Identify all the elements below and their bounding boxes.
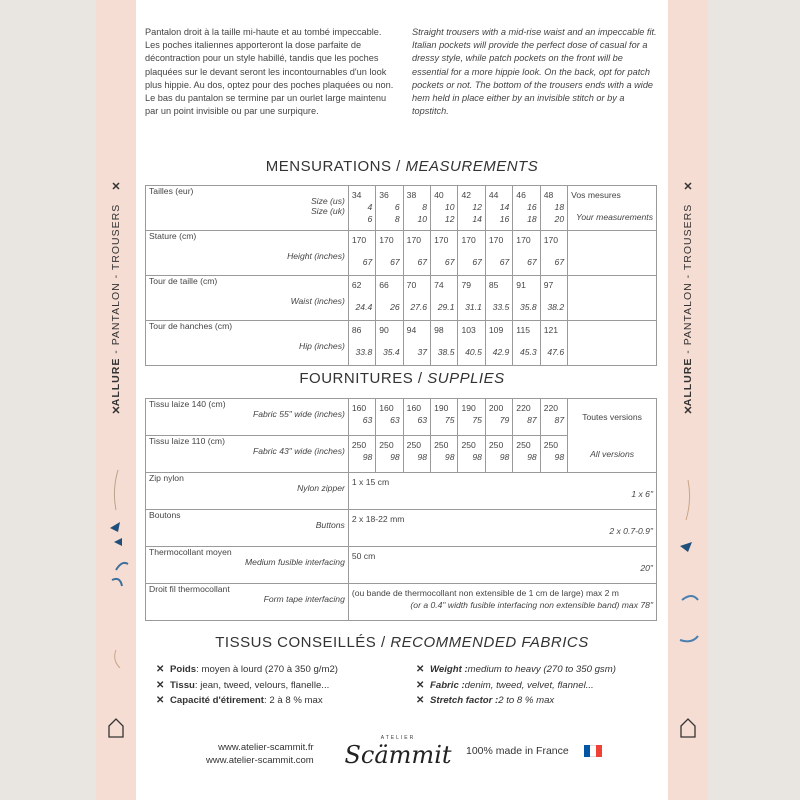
- supply-row: [146, 584, 657, 621]
- size-cell: [458, 399, 485, 436]
- cell-value: 91: [516, 280, 526, 290]
- size-cell: [485, 436, 512, 473]
- cell-value: 63: [417, 415, 428, 425]
- fabric-item: [156, 662, 396, 678]
- size-cell: [458, 436, 485, 473]
- cell-value: 16: [527, 202, 537, 212]
- cell-value: 67: [499, 257, 510, 267]
- cell-value: 98: [417, 452, 428, 462]
- cross-icon: ✕: [111, 181, 121, 193]
- label-fr: Tour de hanches (cm): [149, 321, 233, 331]
- size-cell: [376, 231, 403, 276]
- cell-value: 14: [472, 214, 482, 224]
- your-measurements-cell: [568, 231, 657, 276]
- fabric-key: Poids: [170, 664, 197, 675]
- cell-value: 44: [488, 190, 499, 200]
- label-fr: Tissu laize 140 (cm): [149, 399, 226, 409]
- cell-value: 74: [434, 280, 444, 290]
- supply-row: [146, 399, 657, 436]
- cross-icon: ✕: [416, 695, 425, 706]
- cell-value: 98: [527, 452, 537, 462]
- fabric-key: Capacité d'étirement: [170, 695, 264, 706]
- cell-value: 36: [379, 190, 389, 200]
- cell-value: 190: [461, 403, 476, 413]
- size-cell: [513, 321, 540, 366]
- value-metric: 50 cm: [351, 551, 376, 561]
- cell-value: 250: [516, 440, 531, 450]
- cell-value: 26: [390, 302, 400, 312]
- fabric-key: Stretch factor :: [430, 695, 499, 706]
- cell-value: 170: [351, 235, 367, 245]
- cell-value: 250: [488, 440, 504, 450]
- label-en: Medium fusible interfacing: [245, 557, 345, 567]
- intro-text-fr: Pantalon droit à la taille mi-haute et au tombé impeccable. Les poches italiennes apporteront la dose parfaite de décontraction pour un style habillé, tandis que les poches plaquées sur le devant seront les incontournables d'un look plus hippie. Au dos, optez pour des poches plaquées ou non. Le bas du pantalon se termine par un ourlet large maintenu par un point invisible ou par une surpiqure.: [145, 27, 394, 117]
- measurements-title: MENSURATIONS / MEASUREMENTS: [265, 158, 539, 175]
- value-metric: 2 x 18-22 mm: [351, 514, 405, 524]
- cell-value: 98: [444, 452, 455, 462]
- size-cell: [458, 321, 485, 366]
- label-fr: Zip nylon: [149, 473, 184, 483]
- fabric-value: denim, tweed, velvet, flannel...: [464, 679, 594, 691]
- cell-value: 98: [499, 452, 510, 462]
- cell-value: 47.6: [547, 347, 565, 357]
- supply-value-cell: [348, 473, 656, 510]
- size-cell: [431, 231, 458, 276]
- cell-value: 170: [543, 235, 559, 245]
- size-cell: [458, 276, 485, 321]
- cross-icon: ✕: [111, 405, 121, 417]
- size-cell: [376, 399, 403, 436]
- main-content: [136, 0, 668, 800]
- your-measurements-cell: [568, 186, 657, 231]
- cell-value: 40.5: [465, 347, 482, 357]
- cross-icon: ✕: [416, 679, 425, 691]
- size-cell: [485, 321, 512, 366]
- supply-value-cell: [348, 547, 656, 584]
- cell-value: 170: [516, 235, 531, 245]
- value-imperial: 20": [640, 563, 653, 573]
- label-en: Size (us): [310, 196, 345, 206]
- fabric-value: 2 to 8 % max: [498, 695, 555, 706]
- measurements-table: [145, 185, 657, 366]
- cell-value: 8: [422, 202, 428, 212]
- label-fr: Stature (cm): [149, 231, 197, 241]
- cell-value: 170: [379, 235, 394, 245]
- cell-value: 24.4: [355, 302, 373, 312]
- cell-value: 121: [543, 325, 559, 335]
- row-label: [146, 436, 349, 473]
- cell-value: 160: [379, 403, 394, 413]
- size-cell: [485, 186, 512, 231]
- supply-value-cell: [348, 510, 656, 547]
- versions-cell: [568, 436, 657, 473]
- cell-value: 33.5: [492, 302, 510, 312]
- cell-value: 170: [406, 235, 422, 245]
- label-en: Hip (inches): [299, 341, 345, 351]
- row-label: [146, 321, 349, 366]
- cell-value: 220: [516, 403, 531, 413]
- fabric-value: : jean, tweed, velours, flanelle...: [194, 679, 330, 691]
- row-label: [146, 399, 349, 436]
- cell-value: 94: [406, 325, 417, 335]
- size-cell: [431, 186, 458, 231]
- size-cell: [431, 321, 458, 366]
- cell-value: 190: [434, 403, 449, 413]
- fabric-item: [416, 662, 666, 678]
- row-label: [146, 510, 349, 547]
- intro-text-en: Straight trousers with a mid-rise waist and an impeccable fit. Italian pockets will provide the perfect dose of casual for a dressy style, while patch pockets on the front will be essential for a more hippie look. On the back, opt for patch pockets or not. The bottom of the trousers ends with a wide hem held in place either by an invisible stitch or by a topstitch.: [412, 27, 657, 117]
- side-label: ALLURE - PANTALON - TROUSERS: [682, 203, 694, 407]
- supply-row: [146, 436, 657, 473]
- size-cell: [513, 436, 540, 473]
- supply-row: [146, 473, 657, 510]
- cell-value: 75: [444, 415, 455, 425]
- size-cell: [376, 186, 403, 231]
- fabric-value: medium to heavy (270 to 350 gsm): [467, 664, 616, 675]
- floral-decoration: [668, 450, 708, 680]
- cell-value: 27.6: [410, 302, 428, 312]
- cell-value: 18: [527, 214, 537, 224]
- label-en: Waist (inches): [290, 296, 345, 306]
- cell-value: 79: [461, 280, 472, 290]
- supply-row: [146, 547, 657, 584]
- size-cell: [540, 436, 567, 473]
- fabric-item: [156, 693, 396, 709]
- fabrics-title: TISSUS CONSEILLÉS / RECOMMENDED FABRICS: [215, 634, 589, 651]
- fabric-key: Tissu: [170, 679, 195, 691]
- cell-value: 97: [543, 280, 554, 290]
- cell-value: 250: [406, 440, 422, 450]
- size-cell: [403, 276, 430, 321]
- row-label: [146, 473, 349, 510]
- size-cell: [403, 231, 430, 276]
- cross-icon: ✕: [156, 679, 165, 691]
- cell-value: 38.2: [547, 302, 565, 312]
- size-cell: [458, 231, 485, 276]
- value-metric: 1 x 15 cm: [351, 477, 390, 487]
- cell-value: 20: [554, 214, 565, 224]
- cell-value: 38: [406, 190, 417, 200]
- cell-value: 6: [367, 214, 373, 224]
- cell-value: 90: [379, 325, 389, 335]
- cell-value: 160: [351, 403, 367, 413]
- french-flag-icon: [584, 745, 602, 757]
- cell-value: 8: [394, 214, 400, 224]
- footer: [136, 735, 668, 775]
- label-en: Buttons: [315, 520, 345, 530]
- cell-value: 250: [461, 440, 476, 450]
- cell-value: 37: [417, 347, 428, 357]
- cell-value: 63: [390, 415, 400, 425]
- size-cell: [403, 436, 430, 473]
- size-cell: [376, 436, 403, 473]
- cross-icon: ✕: [156, 695, 165, 706]
- size-cell: [540, 186, 567, 231]
- cell-value: 85: [488, 280, 499, 290]
- label-fr: Tour de taille (cm): [149, 276, 218, 286]
- row-label: [146, 276, 349, 321]
- cell-value: 250: [543, 440, 559, 450]
- label-en: Height (inches): [287, 251, 345, 261]
- cell-value: 87: [554, 415, 565, 425]
- value-metric: (ou bande de thermocollant non extensible de 1 cm de large) max 2 m: [351, 588, 619, 598]
- measurement-row: [146, 186, 657, 231]
- label-en: Fabric 43" wide (inches): [252, 446, 345, 456]
- size-cell: [540, 321, 567, 366]
- size-cell: [403, 186, 430, 231]
- cell-value: 18: [554, 202, 565, 212]
- cell-value: 67: [554, 257, 565, 267]
- label-fr: Tissu laize 110 (cm): [149, 436, 225, 446]
- cell-value: 12: [444, 214, 455, 224]
- supply-row: [146, 510, 657, 547]
- website-link[interactable]: www.atelier-scammit.com: [206, 755, 314, 766]
- cell-value: 115: [516, 325, 530, 335]
- row-label: [146, 231, 349, 276]
- row-label: [146, 547, 349, 584]
- cell-value: 103: [461, 325, 476, 335]
- cell-value: 98: [390, 452, 400, 462]
- cell-value: 16: [499, 214, 510, 224]
- label-en: Form tape interfacing: [263, 594, 345, 604]
- cell-value: 10: [444, 202, 455, 212]
- cell-value: 14: [499, 202, 510, 212]
- cell-value: 42: [461, 190, 472, 200]
- cell-value: 70: [406, 280, 417, 290]
- measurement-row: [146, 231, 657, 276]
- size-cell: [348, 436, 375, 473]
- cell-value: 98: [362, 452, 373, 462]
- supplies-table: [145, 398, 657, 621]
- measurement-row: [146, 276, 657, 321]
- cell-value: 86: [351, 325, 362, 335]
- label-fr: Thermocollant moyen: [149, 547, 232, 557]
- cell-value: 46: [516, 190, 526, 200]
- size-cell: [458, 186, 485, 231]
- cell-value: 67: [390, 257, 400, 267]
- cell-value: 87: [527, 415, 537, 425]
- size-cell: [540, 399, 567, 436]
- house-icon: [108, 718, 124, 738]
- cell-value: 98: [434, 325, 444, 335]
- cell-value: 160: [406, 403, 422, 413]
- brand-logo: ATELIER Scämmit: [344, 735, 452, 769]
- size-cell: [376, 276, 403, 321]
- cell-value: 67: [527, 257, 537, 267]
- size-cell: [513, 399, 540, 436]
- cell-value: 62: [351, 280, 362, 290]
- size-cell: [513, 231, 540, 276]
- label-en: Size (uk): [310, 206, 345, 216]
- label-fr: Droit fil thermocollant: [149, 584, 230, 594]
- cell-value: 34: [351, 190, 362, 200]
- row-label: [146, 186, 349, 231]
- size-cell: [485, 399, 512, 436]
- size-cell: [485, 276, 512, 321]
- cell-value: 66: [379, 280, 389, 290]
- fabrics-list-en: [416, 662, 666, 709]
- cell-value: 12: [472, 202, 482, 212]
- fabric-value: : moyen à lourd (270 à 350 g/m2): [196, 664, 338, 675]
- fabric-item: [156, 678, 396, 694]
- cell-value: 35.8: [519, 302, 537, 312]
- cell-value: 48: [543, 190, 554, 200]
- cell-value: 250: [351, 440, 367, 450]
- supply-value-cell: [348, 584, 656, 621]
- your-measurements-label: Your measurements: [576, 212, 653, 222]
- supplies-title: FOURNITURES / SUPPLIES: [299, 370, 505, 387]
- cell-value: 45.3: [519, 347, 537, 357]
- website-link[interactable]: www.atelier-scammit.fr: [218, 742, 314, 753]
- size-cell: [513, 276, 540, 321]
- cross-icon: ✕: [156, 664, 165, 675]
- size-cell: [403, 321, 430, 366]
- cell-value: 63: [362, 415, 373, 425]
- cell-value: 109: [488, 325, 504, 335]
- size-cell: [348, 186, 375, 231]
- size-cell: [513, 186, 540, 231]
- versions-cell: [568, 399, 657, 436]
- cell-value: 29.1: [437, 302, 455, 312]
- made-in-france: 100% made in France: [466, 745, 569, 757]
- fabric-item: [416, 693, 666, 709]
- cell-value: 38.5: [437, 347, 455, 357]
- website-links: [206, 741, 314, 767]
- cell-value: 98: [554, 452, 565, 462]
- fabric-value: : 2 à 8 % max: [263, 695, 323, 706]
- cell-value: 35.4: [382, 347, 400, 357]
- size-cell: [540, 231, 567, 276]
- size-cell: [376, 321, 403, 366]
- floral-decoration: [96, 450, 136, 680]
- size-cell: [348, 399, 375, 436]
- label-fr: Tailles (eur): [149, 186, 194, 196]
- right-side-band: [668, 0, 708, 800]
- cell-value: 200: [488, 403, 504, 413]
- size-cell: [431, 436, 458, 473]
- cell-value: 75: [472, 415, 482, 425]
- cell-value: 67: [362, 257, 373, 267]
- size-cell: [431, 399, 458, 436]
- fabric-item: [416, 678, 666, 694]
- value-imperial: 2 x 0.7-0.9": [609, 526, 653, 536]
- cell-value: 67: [472, 257, 482, 267]
- size-cell: [431, 276, 458, 321]
- cell-value: 250: [434, 440, 449, 450]
- cell-value: 170: [434, 235, 449, 245]
- measurement-row: [146, 321, 657, 366]
- cell-value: 170: [461, 235, 476, 245]
- house-icon: [680, 718, 696, 738]
- size-cell: [403, 399, 430, 436]
- cross-icon: ✕: [683, 181, 693, 193]
- fabric-key: Fabric :: [430, 679, 465, 691]
- value-imperial: (or a 0.4" width fusible interfacing non extensible band) max 78": [410, 600, 653, 610]
- cell-value: 31.1: [465, 302, 482, 312]
- cross-icon: ✕: [683, 405, 693, 417]
- fabric-key: Weight :: [430, 664, 468, 675]
- cell-value: 67: [417, 257, 428, 267]
- fabrics-list-fr: [156, 662, 396, 709]
- cell-value: 4: [367, 202, 373, 212]
- left-side-band: [96, 0, 136, 800]
- label-fr: Boutons: [149, 510, 181, 520]
- cross-icon: ✕: [416, 664, 425, 675]
- versions-label: Toutes versions: [582, 412, 642, 423]
- side-label: ALLURE - PANTALON - TROUSERS: [110, 203, 122, 407]
- label-en: Fabric 55" wide (inches): [252, 409, 345, 419]
- your-measurements-cell: [568, 321, 657, 366]
- size-cell: [348, 231, 375, 276]
- cell-value: 6: [394, 202, 400, 212]
- cell-value: 79: [499, 415, 510, 425]
- value-imperial: 1 x 6": [631, 489, 653, 499]
- cell-value: 220: [543, 403, 559, 413]
- cell-value: 42.9: [492, 347, 510, 357]
- versions-label: All versions: [590, 448, 635, 459]
- cell-value: 33.8: [355, 347, 373, 357]
- size-cell: [348, 276, 375, 321]
- cell-value: 67: [444, 257, 455, 267]
- your-measurements-cell: [568, 276, 657, 321]
- cell-value: 170: [488, 235, 504, 245]
- cell-value: 250: [379, 440, 394, 450]
- size-cell: [348, 321, 375, 366]
- cell-value: 40: [434, 190, 444, 200]
- label-en: Nylon zipper: [297, 483, 345, 493]
- cell-value: 98: [472, 452, 482, 462]
- your-measurements-label: Vos mesures: [571, 190, 621, 200]
- cell-value: 10: [417, 214, 428, 224]
- row-label: [146, 584, 349, 621]
- size-cell: [485, 231, 512, 276]
- size-cell: [540, 276, 567, 321]
